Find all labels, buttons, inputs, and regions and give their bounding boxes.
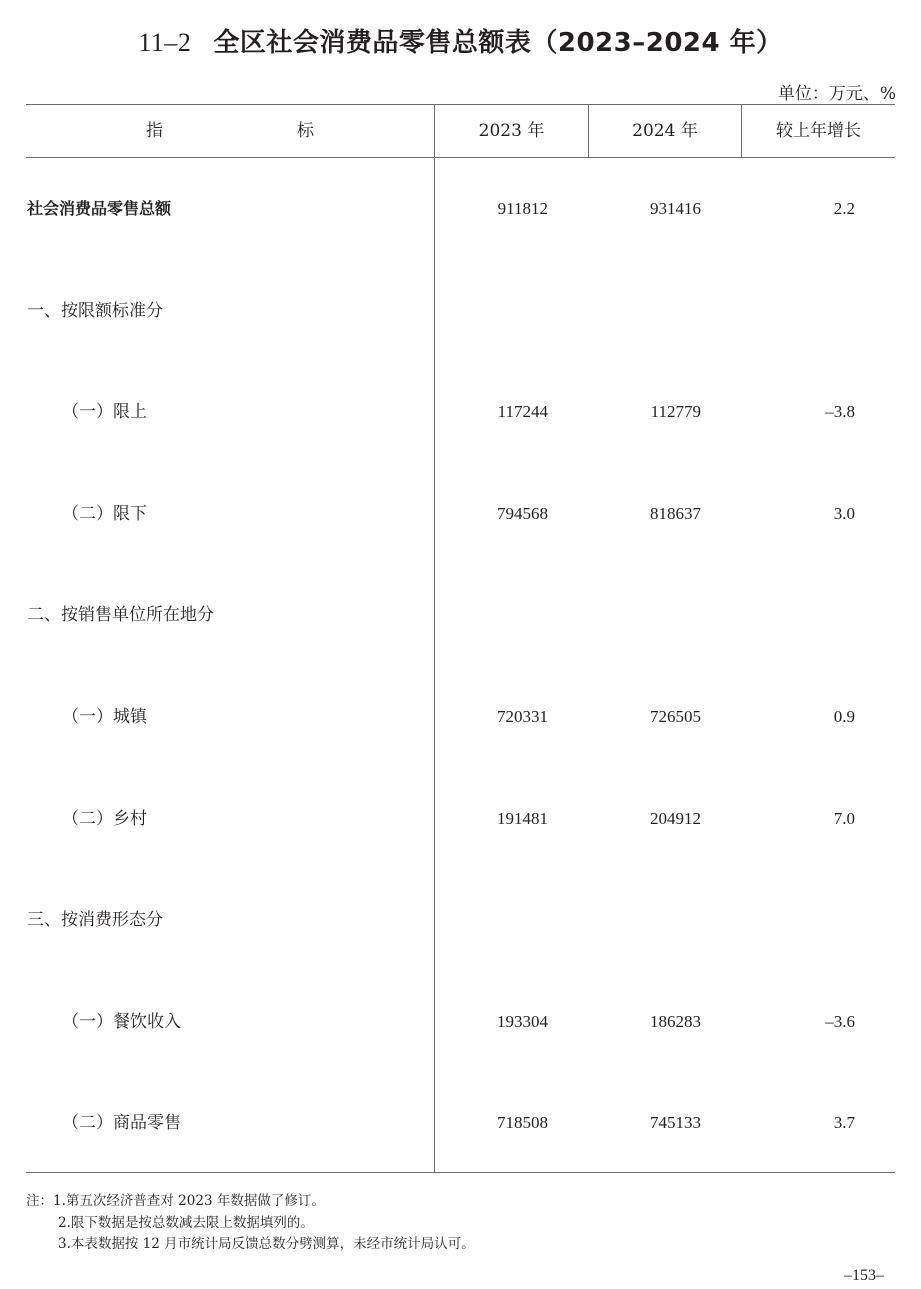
page-number: –153– [844,1267,884,1284]
table-bottom-rule [26,1172,895,1173]
row-label: 三、按消费形态分 [27,910,163,930]
cell-2023: 191481 [497,809,548,828]
cell-2024: 112779 [650,402,701,421]
cell-2023: 718508 [497,1113,548,1132]
table-row [0,1108,921,1138]
table-title: 全区社会消费品零售总额表（2023–2024 年） [213,28,783,58]
cell-2024: 726505 [650,707,701,726]
note-line: 注：1.第五次经济普查对 2023 年数据做了修订。 [26,1193,325,1209]
row-label: 社会消费品零售总额 [27,199,172,218]
cell-growth: –3.6 [825,1012,855,1031]
page-title [0,22,921,59]
cell-2023: 720331 [497,707,548,726]
table-row [0,499,921,529]
header-indicator-left: 指 [146,121,163,141]
header-2023: 2023 年 [478,121,545,141]
cell-growth: 3.0 [833,504,855,523]
table-row-section [0,905,921,935]
table-row-section [0,296,921,326]
row-label: （一）餐饮收入 [62,1012,181,1032]
cell-2023: 193304 [497,1012,548,1031]
table-row-total [0,194,921,224]
header-2024: 2024 年 [632,121,698,141]
cell-growth: 2.2 [833,199,855,218]
row-label: （一）限上 [62,402,147,422]
note-line: 3.本表数据按 12 月市统计局反馈总数分劈测算，未经市统计局认可。 [58,1236,475,1252]
row-label: （一）城镇 [62,707,147,727]
cell-2023: 794568 [497,504,548,523]
row-label: 一、按限额标准分 [27,301,163,321]
table-code: 11–2 [138,28,192,57]
cell-2023: 911812 [497,199,548,218]
table-row [0,702,921,732]
row-label: （二）商品零售 [62,1113,181,1133]
note-line: 2.限下数据是按总数减去限上数据填列的。 [58,1214,314,1231]
cell-growth: 7.0 [833,809,855,828]
row-label: （二）乡村 [62,809,147,829]
table-notes [26,1191,475,1256]
table-row [0,397,921,427]
cell-growth: –3.8 [825,402,855,421]
table-top-rule [26,104,895,105]
table-row-section [0,600,921,630]
header-bottom-rule [26,157,895,158]
cell-2023: 117244 [497,402,548,421]
cell-2024: 818637 [650,504,701,523]
cell-2024: 745133 [650,1113,701,1132]
cell-growth: 0.9 [833,707,855,726]
cell-2024: 204912 [650,809,701,828]
table-row [0,804,921,834]
row-label: 二、按销售单位所在地分 [27,605,214,625]
header-indicator-right: 标 [297,121,314,141]
table-row [0,1007,921,1037]
unit-label: 单位：万元、% [777,84,896,104]
header-growth: 较上年增长 [776,121,861,141]
cell-2024: 186283 [650,1012,701,1031]
cell-2024: 931416 [650,199,701,218]
cell-growth: 3.7 [833,1113,855,1132]
row-label: （二）限下 [62,504,147,524]
